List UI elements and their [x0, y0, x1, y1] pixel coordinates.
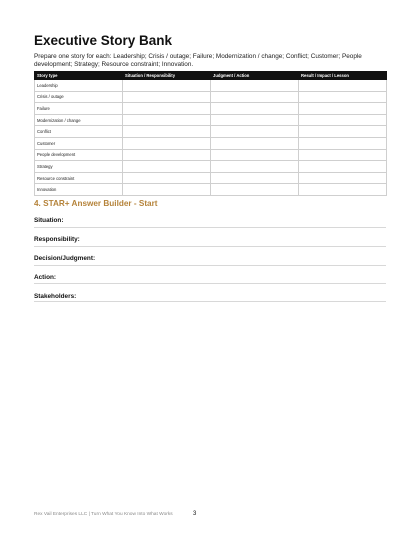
table-row	[35, 91, 387, 103]
page-title: Executive Story Bank	[34, 33, 173, 48]
result-cell[interactable]	[299, 114, 387, 126]
result-cell[interactable]	[299, 184, 387, 196]
situation-cell[interactable]	[123, 126, 211, 138]
judgment-cell[interactable]	[211, 149, 299, 161]
story-type-cell: People development	[35, 149, 123, 161]
table-row	[35, 184, 387, 196]
field-label-decision-judgment: Decision/Judgment:	[34, 255, 96, 262]
result-cell[interactable]	[299, 161, 387, 173]
story-type-cell: Innovation	[35, 184, 123, 196]
footer-text: Rex Vail Enterprises LLC | Turn What You Know Into What Works	[34, 512, 173, 517]
table-header-row	[35, 72, 387, 80]
situation-cell[interactable]	[123, 80, 211, 92]
intro-paragraph: Prepare one story for each: Leadership; Crisis / outage; Failure; Modernization / change; Conflict; Customer; People development; Strategy; Resource constraint; Innovation.	[34, 53, 362, 69]
result-cell[interactable]	[299, 149, 387, 161]
situation-cell[interactable]	[123, 137, 211, 149]
table-row	[35, 161, 387, 173]
field-label-action: Action:	[34, 274, 57, 281]
result-cell[interactable]	[299, 80, 387, 92]
section-heading: 4. STAR+ Answer Builder - Start	[34, 199, 158, 208]
judgment-cell[interactable]	[211, 126, 299, 138]
judgment-cell[interactable]	[211, 161, 299, 173]
result-cell[interactable]	[299, 126, 387, 138]
situation-cell[interactable]	[123, 184, 211, 196]
column-header-situation: Situation / Responsibility	[123, 72, 211, 80]
decision-judgment-field[interactable]	[34, 247, 386, 266]
story-type-cell: Failure	[35, 103, 123, 115]
field-label-stakeholders: Stakeholders:	[34, 293, 77, 300]
situation-cell[interactable]	[123, 103, 211, 115]
table-row	[35, 149, 387, 161]
judgment-cell[interactable]	[211, 114, 299, 126]
table-row	[35, 114, 387, 126]
story-type-cell: Resource constraint	[35, 172, 123, 184]
judgment-cell[interactable]	[211, 137, 299, 149]
table-row	[35, 137, 387, 149]
result-cell[interactable]	[299, 103, 387, 115]
column-header-result: Result / Impact / Lesson	[299, 72, 387, 80]
column-header-judgment: Judgment / Action	[211, 72, 299, 80]
story-type-cell: Crisis / outage	[35, 91, 123, 103]
result-cell[interactable]	[299, 91, 387, 103]
judgment-cell[interactable]	[211, 103, 299, 115]
story-type-cell: Customer	[35, 137, 123, 149]
situation-cell[interactable]	[123, 114, 211, 126]
table-row	[35, 103, 387, 115]
story-type-cell: Conflict	[35, 126, 123, 138]
field-label-situation: Situation:	[34, 217, 64, 224]
table-row	[35, 172, 387, 184]
table-row	[35, 80, 387, 92]
story-type-cell: Leadership	[35, 80, 123, 92]
result-cell[interactable]	[299, 172, 387, 184]
judgment-cell[interactable]	[211, 184, 299, 196]
story-bank-table	[34, 71, 387, 196]
table-row	[35, 126, 387, 138]
situation-field[interactable]	[34, 209, 386, 228]
situation-cell[interactable]	[123, 91, 211, 103]
action-field[interactable]	[34, 266, 386, 284]
situation-cell[interactable]	[123, 149, 211, 161]
stakeholders-field[interactable]	[34, 285, 386, 302]
field-label-responsibility: Responsibility:	[34, 236, 80, 243]
situation-cell[interactable]	[123, 161, 211, 173]
situation-cell[interactable]	[123, 172, 211, 184]
responsibility-field[interactable]	[34, 228, 386, 247]
result-cell[interactable]	[299, 137, 387, 149]
column-header-story-type: Story type	[35, 72, 123, 80]
judgment-cell[interactable]	[211, 91, 299, 103]
story-type-cell: Modernization / change	[35, 114, 123, 126]
page-number: 3	[193, 511, 197, 517]
judgment-cell[interactable]	[211, 172, 299, 184]
judgment-cell[interactable]	[211, 80, 299, 92]
story-type-cell: Strategy	[35, 161, 123, 173]
